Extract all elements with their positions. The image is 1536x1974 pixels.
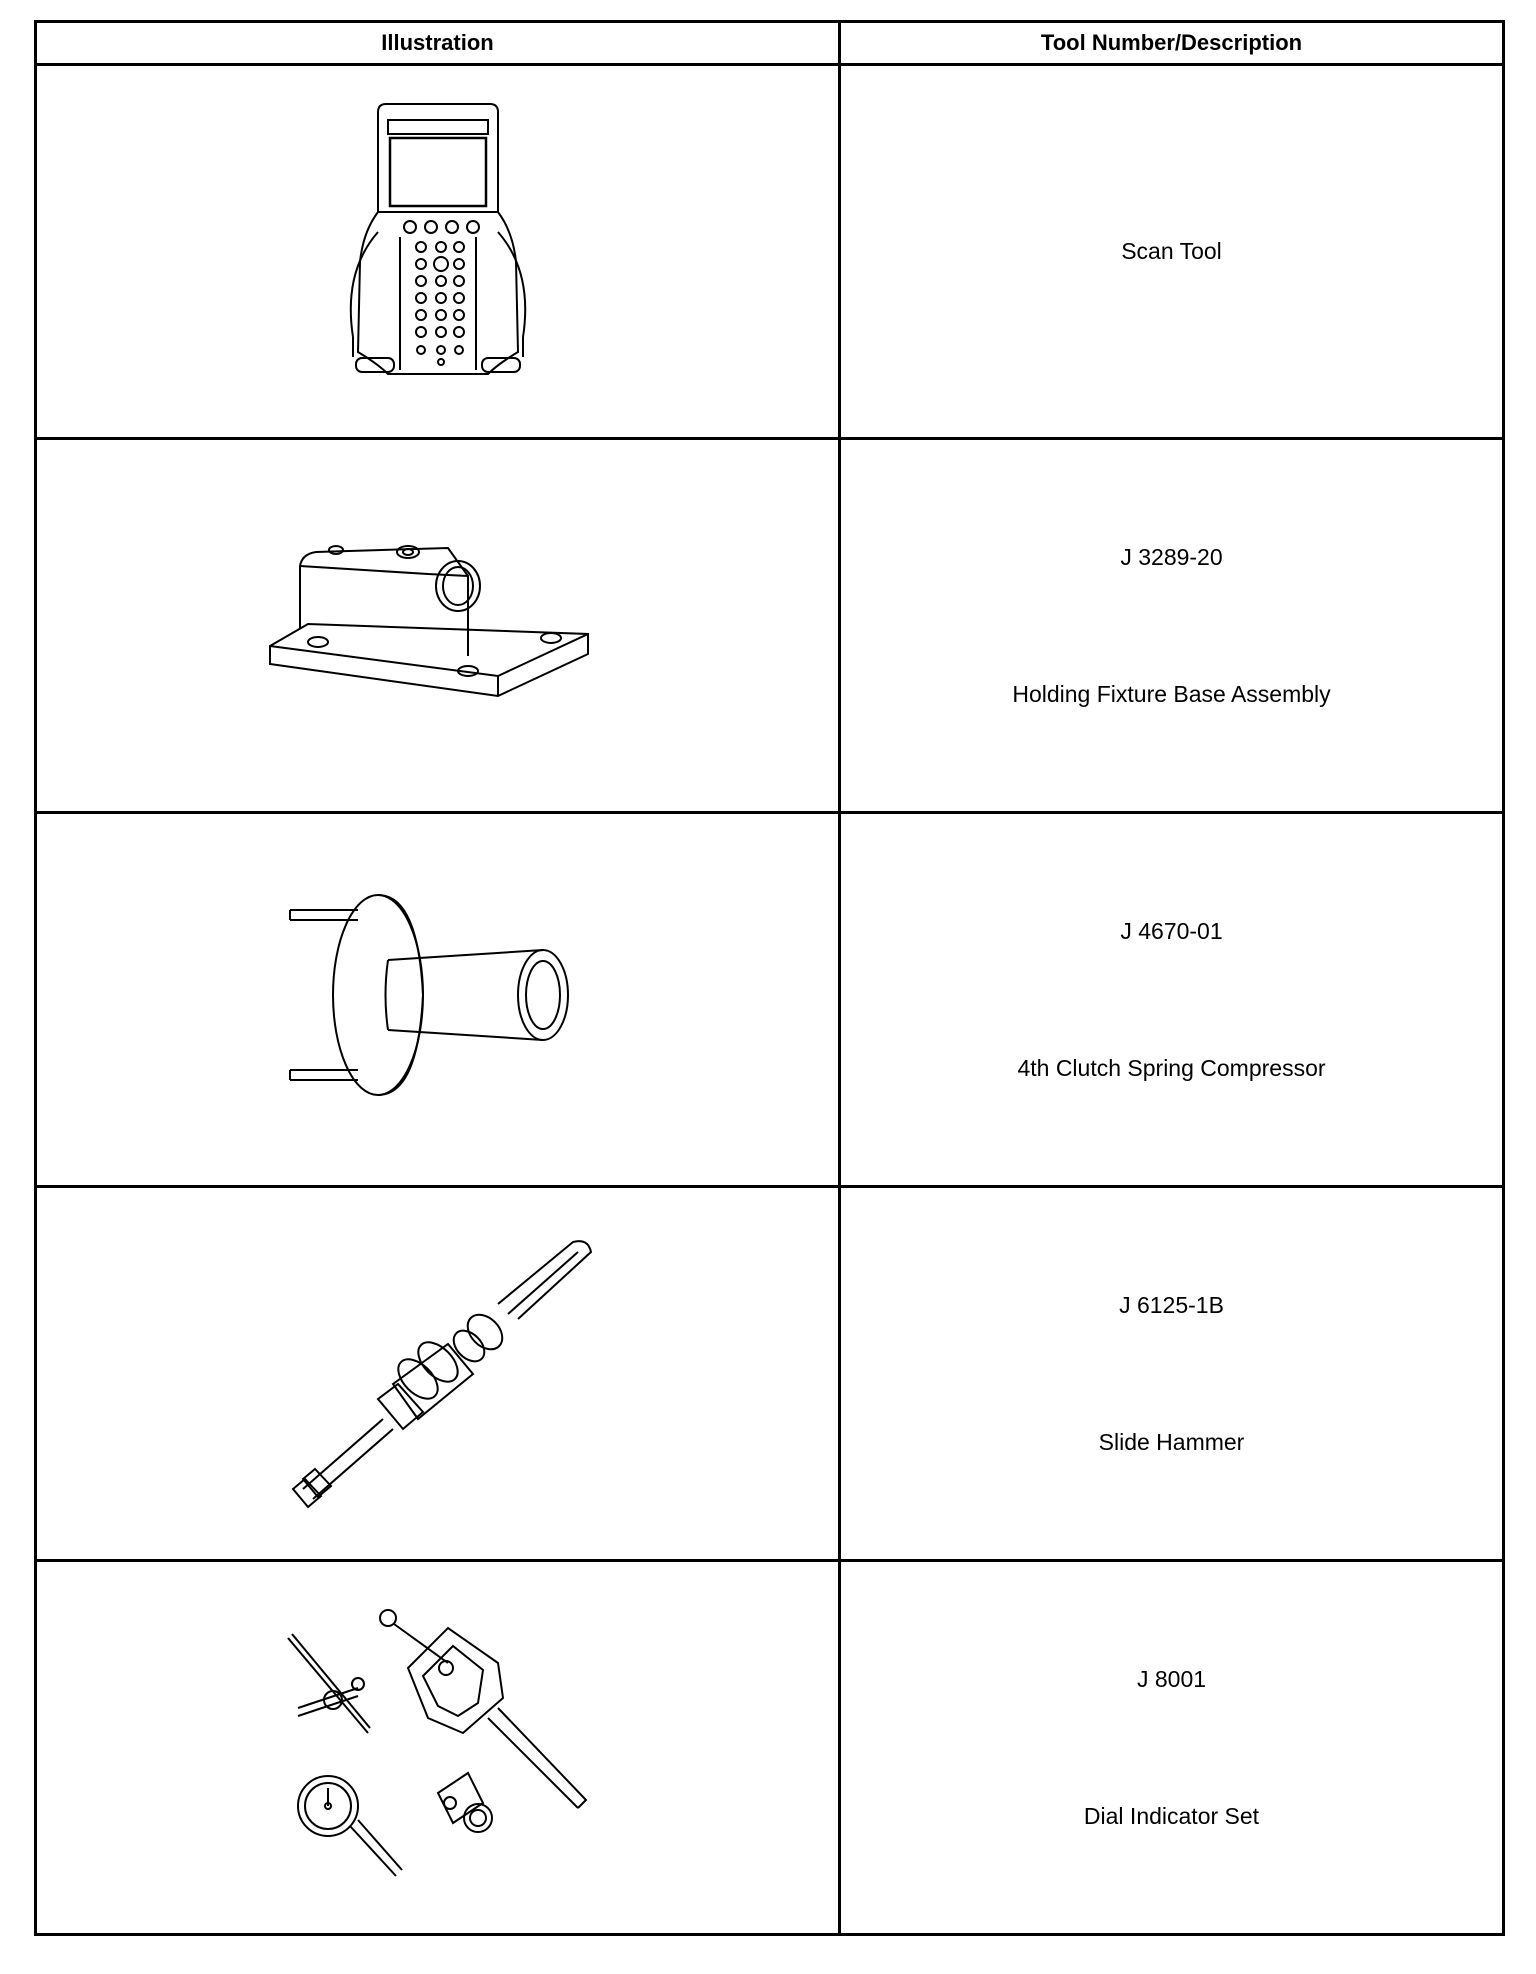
table-row xyxy=(36,813,1504,1187)
description-cell xyxy=(840,1561,1504,1935)
tool-description: 4th Clutch Spring Compressor xyxy=(1017,1054,1326,1081)
description-cell xyxy=(840,1187,1504,1561)
dial-indicator-set-icon xyxy=(278,1608,598,1888)
table-row xyxy=(36,1561,1504,1935)
slide-hammer-icon xyxy=(273,1234,603,1514)
tool-number: J 4670-01 xyxy=(1120,917,1223,944)
tool-description: Holding Fixture Base Assembly xyxy=(1012,680,1331,707)
tool-description: Scan Tool xyxy=(1121,238,1222,264)
table-row xyxy=(36,1187,1504,1561)
description-cell xyxy=(840,65,1504,439)
scan-tool-icon xyxy=(338,102,538,402)
illustration-cell xyxy=(36,1187,840,1561)
description-cell xyxy=(840,439,1504,813)
tool-number: J 6125-1B xyxy=(1119,1291,1224,1318)
illustration-cell xyxy=(36,439,840,813)
table-row xyxy=(36,65,1504,439)
header-tool-description: Tool Number/Description xyxy=(840,22,1504,65)
illustration-cell xyxy=(36,1561,840,1935)
illustration-cell xyxy=(36,65,840,439)
header-illustration: Illustration xyxy=(36,22,840,65)
tool-description: Slide Hammer xyxy=(1098,1428,1245,1455)
tool-number: J 3289-20 xyxy=(1120,543,1223,570)
header-row xyxy=(36,22,1504,65)
clutch-spring-compressor-icon xyxy=(288,890,588,1110)
table-row xyxy=(36,439,1504,813)
holding-fixture-base-icon xyxy=(268,536,608,716)
tool-number: J 8001 xyxy=(1136,1665,1207,1692)
special-tools-table xyxy=(34,20,1505,1936)
description-cell xyxy=(840,813,1504,1187)
illustration-cell xyxy=(36,813,840,1187)
tool-description: Dial Indicator Set xyxy=(1083,1802,1260,1829)
